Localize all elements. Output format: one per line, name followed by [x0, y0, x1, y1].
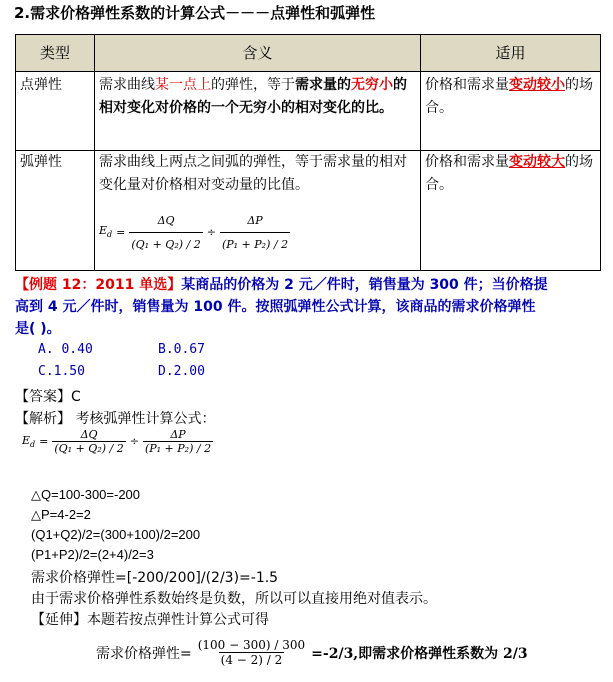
section-title: 2.需求价格弹性系数的计算公式－－－点弹性和弧弹性 [14, 4, 376, 22]
meaning-text: 需求曲线上两点之间弧的弹性，等于需求量的相对变化量对价格相对变动量的比值。 [99, 154, 407, 193]
header-meaning: 含义 [95, 35, 421, 72]
step-p-avg: (P1+P2)/2=(2+4)/2=3 [31, 547, 154, 562]
table-row [16, 72, 601, 151]
formula-div: ÷ [206, 226, 216, 239]
formula-lhs: $E_d$ [99, 223, 113, 240]
formula-eq: = [116, 226, 126, 239]
option-d: D.2.00 [158, 364, 205, 379]
extension-formula [96, 638, 528, 667]
apply-text: 的场合。 [425, 77, 593, 116]
table-row [16, 151, 601, 271]
extension-label: 需求价格弹性= [96, 645, 192, 662]
option-a: A. 0.40 [38, 342, 93, 357]
formula-fraction-q: $\frac{\Delta Q}{\text{(Q₁ + Q₂) / 2}}$ [129, 209, 202, 256]
meaning-bold: 的相对变化对价格的一个无穷小的相对变化的比。 [99, 77, 407, 116]
meaning-bold: 需求量的 [295, 77, 351, 93]
row-type-point: 点弹性 [16, 72, 95, 151]
formula-fraction-p: $\frac{\Delta P}{\text{(P₁ + P₂) / 2}}$ [220, 209, 290, 256]
meaning-text: 需求曲线 [99, 77, 155, 93]
arc-formula [99, 209, 416, 256]
example-line-2: 高到 4 元／件时，销售量为 100 件。按照弧弹性公式计算，该商品的需求价格弹性 [15, 299, 536, 315]
example-tag: 【例题 12：2011 单选】 [15, 277, 182, 293]
header-apply: 适用 [421, 35, 601, 72]
header-type: 类型 [16, 35, 95, 72]
row-apply-arc [421, 151, 601, 271]
option-c: C.1.50 [38, 364, 85, 379]
step-note: 由于需求价格弹性系数始终是负数，所以可以直接用绝对值表示。 [31, 591, 437, 607]
meaning-text: 的弹性，等于 [211, 77, 295, 93]
step-q-avg: (Q1+Q2)/2=(300+100)/2=200 [31, 527, 201, 542]
row-apply-point [421, 72, 601, 151]
extension-result: =-2/3,即需求价格弹性系数为 2/3 [311, 645, 528, 662]
analysis-formula: $E_d$ = $\frac{\Delta Q}{\text{(Q₁ + Q₂) / 2}}$ ÷ $\frac{\Delta P}{\text{(P₁ + P₂) / 2}}$ [22, 428, 212, 455]
apply-text: 价格和需求量 [425, 154, 509, 170]
apply-highlight: 变动较大 [509, 154, 565, 170]
apply-highlight: 变动较小 [509, 77, 565, 93]
extension-fraction: $\frac{(100 - 300) / 300}{(4 - 2) / 2}$ [197, 638, 306, 667]
meaning-highlight: 无穷小 [351, 77, 393, 93]
option-b: B.0.67 [158, 342, 205, 357]
example-line-1: 【例题 12：2011 单选】某商品的价格为 2 元／件时，销售量为 300 件；当价格提 [15, 277, 548, 293]
row-meaning-arc [95, 151, 421, 271]
table-header-row [16, 35, 601, 72]
row-meaning-point [95, 72, 421, 151]
apply-text: 的场合。 [425, 154, 593, 193]
analysis: 【解析】 考核弧弹性计算公式： [15, 411, 216, 427]
step-extension: 【延伸】本题若按点弹性计算公式可得 [31, 612, 269, 628]
elasticity-table [15, 34, 601, 271]
step-delta-q: △Q=100-300=-200 [31, 487, 141, 502]
step-delta-p: △P=4-2=2 [31, 507, 91, 522]
meaning-highlight: 某一点上 [155, 77, 211, 93]
apply-text: 价格和需求量 [425, 77, 509, 93]
answer: 【答案】C [15, 389, 81, 405]
row-type-arc: 弧弹性 [16, 151, 95, 271]
example-line-3: 是( )。 [15, 321, 61, 337]
step-elasticity: 需求价格弹性=[-200/200]/(2/3)=-1.5 [31, 570, 279, 586]
